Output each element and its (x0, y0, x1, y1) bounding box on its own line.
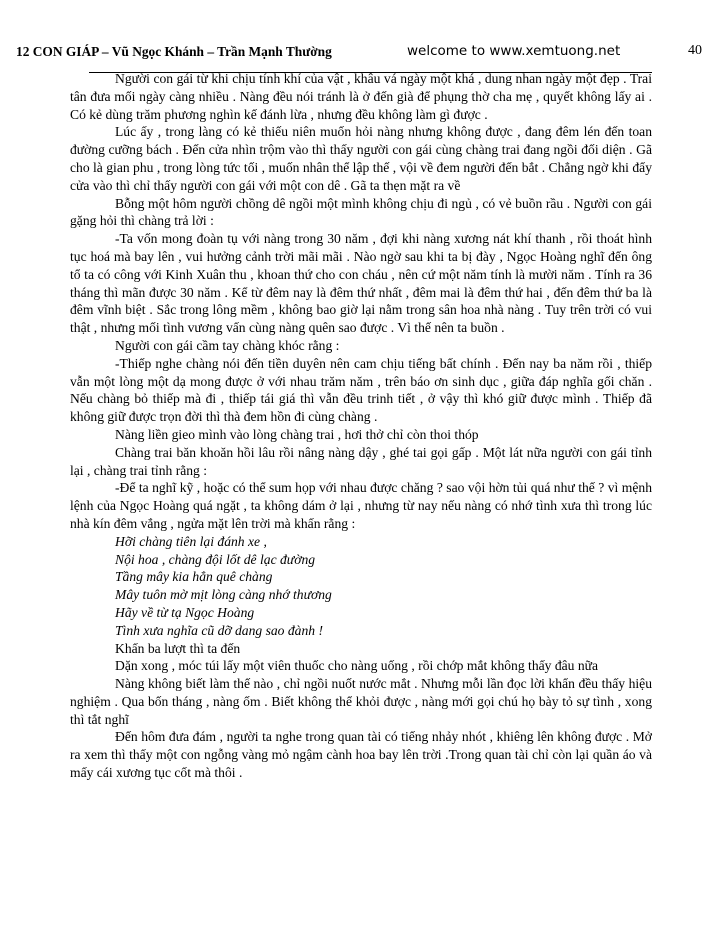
paragraph: Dặn xong , móc túi lấy một viên thuốc cho nàng uống , rồi chớp mắt không thấy đâu nữa (115, 658, 599, 674)
verse-line: Hỡi chàng tiên lại đánh xe , (115, 533, 267, 549)
page-header (0, 44, 723, 64)
verse-line: Tình xưa nghĩa cũ dỡ dang sao đành ! (115, 622, 323, 638)
verse-line: Mây tuôn mờ mịt lòng càng nhớ thương (115, 587, 332, 603)
page-number: 40 (688, 43, 702, 58)
paragraph: Khấn ba lượt thì ta đến (115, 640, 241, 656)
paragraph: -Thiếp nghe chàng nói đến tiền duyên nên cam chịu tiếng bất chính . Đến nay ba năm rồi , thiếp vẫn một lòng một dạ mong được ở với nhau trăm năm , trên báo ơn sinh dục , giữa đáp nghĩa gối chăn . Nếu chàng bỏ thiếp mà đi , thiếp tái giá thì vẫn đều trinh tiết , ở vậy thì khó giữ được mình . Thiếp đã không giữ được trọn đời thì thà đem hồn đi cùng chàng . (70, 355, 652, 425)
paragraph: Chàng trai băn khoăn hồi lâu rồi nâng nàng dậy , ghé tai gọi gấp . Một lát nữa người con gái tỉnh lại , chàng trai tỉnh rằng : (70, 444, 652, 478)
verse-line: Hãy về từ tạ Ngọc Hoàng (115, 604, 255, 620)
book-title: 12 CON GIÁP – Vũ Ngọc Khánh – Trần Mạnh Thường (16, 44, 332, 59)
paragraph: -Ta vốn mong đoàn tụ với nàng trong 30 năm , đợi khi nàng xương nát khí thanh , rồi thoát hình tục hoá mà bay lên , vui hưởng cảnh trời mãi mãi . Nào ngờ sau khi ta bị đày , Ngọc Hoàng nghĩ đến ông tổ ta có công với Kinh Xuân thu , khoan thứ cho con cháu , nên cứ một năm tính là mười năm . Tính ra 36 tháng thì mãn được 30 năm . Kể từ đêm nay là đêm thứ nhất , đêm mai là đêm thứ hai , đến đêm thứ ba là đêm vĩnh biệt . Sắc trong lông mềm , không bao giờ lại nằm trong sân hoa nhà nàng . Tuy trên trời có vui thật , nhưng mối tình vương vấn cùng nàng quên sao được . Vì thế nên ta buồn . (70, 231, 652, 336)
paragraph: Người con gái từ khi chịu tính khí của vật , khâu vá ngày một khá , dung nhan ngày một đẹp . Trai tân đưa mối ngày càng nhiều . Nàng đều nói tránh là ở đến già để phụng thờ cha mẹ , quyết không lấy ai . Có kẻ dùng trăm phương nghìn kế đánh lừa , nhưng đều không làm gì được . (70, 71, 652, 122)
verse-line: Tầng mây kia hẳn quê chàng (115, 569, 273, 585)
website-link[interactable]: welcome to www.xemtuong.net (407, 43, 621, 59)
story-text (70, 70, 652, 782)
paragraph: Đến hôm đưa đám , người ta nghe trong quan tài có tiếng nhảy nhót , khiêng lên không được . Mở ra xem thì thấy một con ngỗng vàng mỏ ngậm cành hoa bay lên trời .Trong quan tài chỉ còn lại quần áo và mấy cái xương tục cốt mà thôi . (70, 729, 652, 781)
paragraph: Bỗng một hôm người chồng dê ngồi một mình không chịu đi ngủ , có vẻ buồn rầu . Người con gái gặng hỏi thì chàng trả lời : (70, 195, 652, 229)
paragraph: Nàng không biết làm thế nào , chỉ ngồi nuốt nước mắt . Nhưng mỗi lần đọc lời khẩn đều thấy hiệu nghiệm . Qua bốn tháng , nàng ốm . Biết không thể khỏi được , nàng mới gọi chú họ bày tỏ sự tình , xong thì tắt nghĩ (70, 676, 652, 727)
paragraph: Lúc ấy , trong làng có kẻ thiếu niên muốn hỏi nàng nhưng không được , đang đêm lén đến toan đường cưỡng bách . Đến cửa nhìn trộm vào thì thấy người con gái cùng chàng trai đang ngồi đối diện . Gã cho là gian phu , trong lòng tức tối , muốn nhân thể lập thế , vội về đem người đến bắt . Chẳng ngờ khi đẩy cửa vào thì chỉ thấy người con gái với một con dê . Gã ta thẹn mặt ra về (70, 124, 652, 193)
paragraph: Nàng liền gieo mình vào lòng chàng trai , hơi thở chỉ còn thoi thóp (115, 426, 479, 442)
paragraph: Người con gái cầm tay chàng khóc rằng : (115, 337, 340, 353)
paragraph: -Để ta nghĩ kỹ , hoặc có thể sum họp với nhau được chăng ? sao vội hờn tủi quá như thế ? vì mệnh lệnh của Ngọc Hoàng quá ngặt , ta không dám ở lại , nhưng từ nay nếu nàng có nhớ tình xưa thì trong lúc nhà kín đêm vắng , ngửa mặt lên trời mà khấn rằng : (70, 480, 652, 531)
verse-line: Nội hoa , chàng đội lốt dê lạc đường (115, 551, 316, 567)
